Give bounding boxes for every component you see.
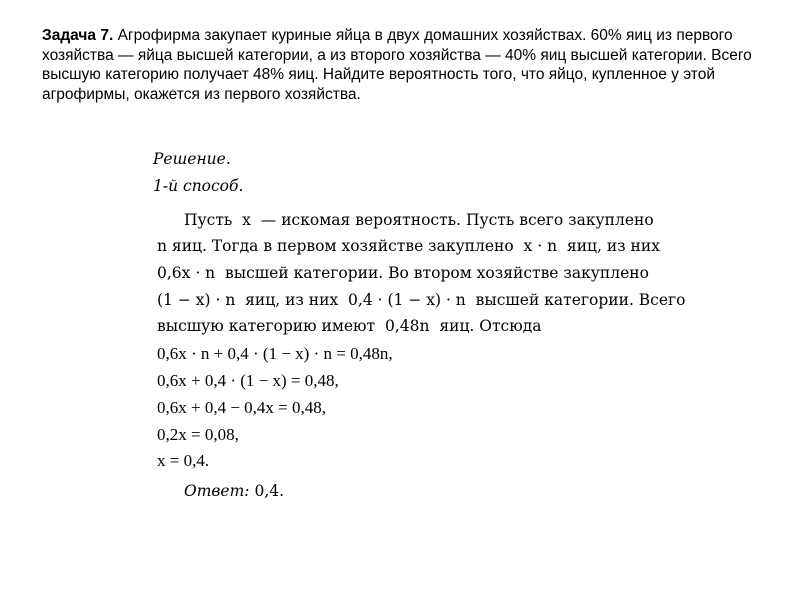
task-text: Агрофирма закупает куриные яйца в двух домашних хозяйствах. 60% яиц из первого хозяйства — яйца высшей категории, а из второго хозяйства — 40% яиц высшей категории. Всего высшую категорию получает 48% яиц. Найдите вероятность того, что яйцо, купленное у этой агрофирмы, окажется из первого хозяйства. (42, 27, 752, 103)
solution-line-1: Пусть x — искомая вероятность. Пусть всего закуплено (184, 211, 654, 229)
equation-5: x = 0,4. (157, 451, 210, 470)
equation-3: 0,6x + 0,4 − 0,4x = 0,48, (157, 398, 327, 417)
solution-line-4: (1 − x) · n яиц, из них 0,4 · (1 − x) · n высшей категории. Всего (157, 291, 686, 309)
equation-1: 0,6x · n + 0,4 · (1 − x) · n = 0,48n, (157, 344, 393, 363)
solution-line-2: n яиц. Тогда в первом хозяйстве закуплено x · n яиц, из них (157, 237, 660, 255)
equation-2: 0,6x + 0,4 · (1 − x) = 0,48, (157, 371, 339, 390)
answer-value: 0,4. (249, 482, 285, 500)
solution-method: 1-й способ. (153, 177, 244, 195)
answer-line (184, 482, 284, 500)
solution-line-3: 0,6x · n высшей категории. Во втором хозяйстве закуплено (157, 264, 649, 282)
task-label: Задача 7. (42, 27, 114, 44)
solution-heading: Решение. (153, 150, 231, 168)
solution-line-5: высшую категорию имеют 0,48n яиц. Отсюда (157, 317, 542, 335)
equation-4: 0,2x = 0,08, (157, 425, 239, 444)
answer-label: Ответ: (184, 482, 250, 500)
